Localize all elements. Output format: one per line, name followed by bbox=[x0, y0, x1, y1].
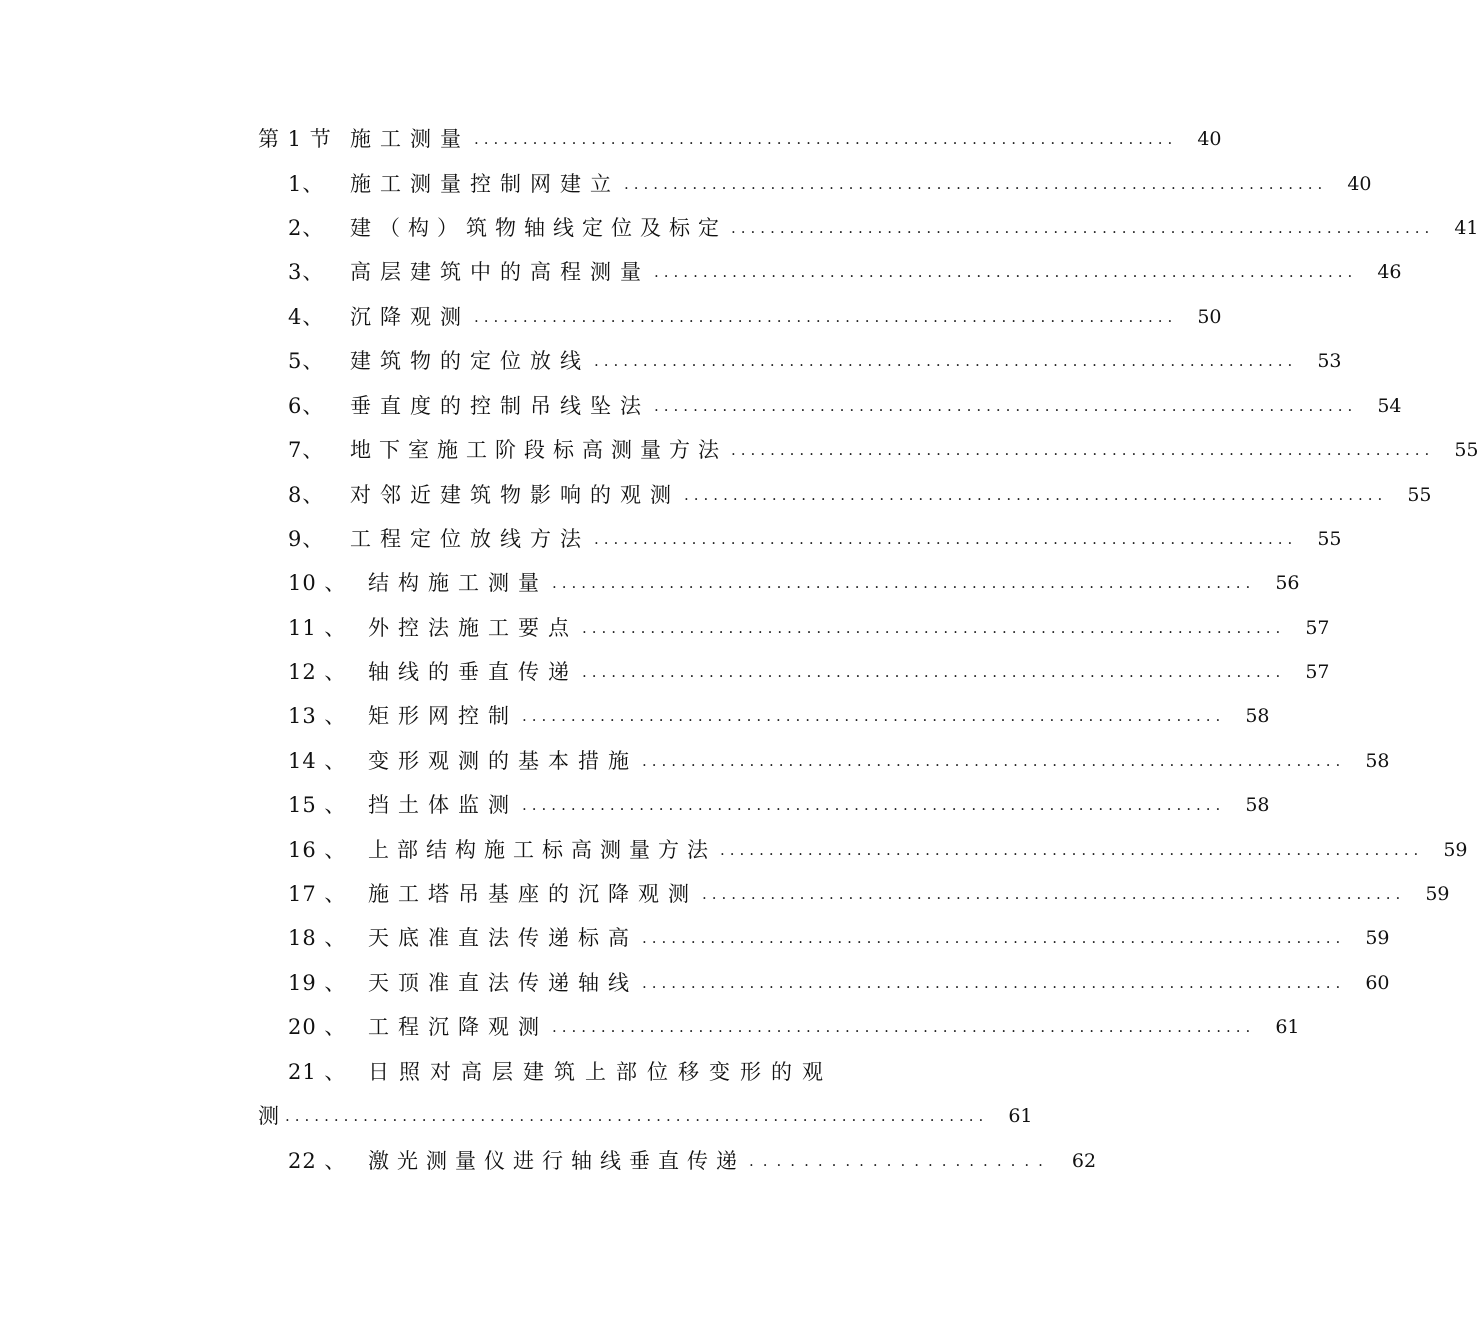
item-number: 7、 bbox=[288, 438, 325, 462]
toc-item-wrapped-second-line[interactable] bbox=[258, 1101, 1033, 1131]
toc-item[interactable] bbox=[258, 257, 1402, 287]
item-title: 施工塔吊基座的沉降观测 bbox=[368, 882, 698, 906]
section-number: 第 1 节 bbox=[258, 127, 332, 151]
section-title: 施工测量 bbox=[350, 127, 470, 151]
leader-dots: ........................................................................ bbox=[474, 130, 1178, 148]
item-page-number: 56 bbox=[1275, 572, 1300, 594]
toc-item[interactable] bbox=[258, 746, 1390, 776]
item-title: 轴线的垂直传递 bbox=[368, 660, 578, 684]
leader-dots: ........................................................................ bbox=[654, 397, 1358, 415]
item-title: 施工测量控制网建立 bbox=[350, 172, 620, 196]
toc-item[interactable] bbox=[258, 835, 1468, 865]
toc-item-wrapped-first-line[interactable] bbox=[258, 1057, 846, 1087]
leader-dots: ........................................................................ bbox=[522, 707, 1226, 725]
toc-item[interactable] bbox=[258, 701, 1270, 731]
leader-dots: ........................................................................ bbox=[582, 663, 1286, 681]
item-page-number: 40 bbox=[1347, 173, 1372, 195]
toc-item[interactable] bbox=[258, 923, 1390, 953]
toc-item[interactable] bbox=[258, 657, 1330, 687]
item-number: 8、 bbox=[288, 483, 325, 507]
item-title-line1: 日照对高层建筑上部位移变形的观 bbox=[368, 1060, 833, 1084]
toc-item[interactable] bbox=[258, 1146, 1097, 1176]
item-title: 垂直度的控制吊线坠法 bbox=[350, 394, 650, 418]
leader-dots: ........................................................................ bbox=[594, 352, 1298, 370]
leader-dots: ........................................................................ bbox=[552, 574, 1256, 592]
leader-dots: ........................................................................ bbox=[642, 929, 1346, 947]
leader-dots: ........................................................................ bbox=[720, 841, 1424, 859]
item-title: 高层建筑中的高程测量 bbox=[350, 260, 650, 284]
leader-dots: ........................................................................ bbox=[642, 974, 1346, 992]
leader-dots: ........................................................................ bbox=[594, 530, 1298, 548]
item-page-number: 58 bbox=[1245, 705, 1270, 727]
item-title-line2: 测 bbox=[258, 1104, 281, 1128]
item-title: 挡土体监测 bbox=[368, 793, 518, 817]
leader-dots: ........................................................................ bbox=[654, 263, 1358, 281]
item-page-number: 50 bbox=[1197, 306, 1222, 328]
leader-dots: ........................................................................ bbox=[552, 1018, 1256, 1036]
item-title: 矩形网控制 bbox=[368, 704, 518, 728]
toc-item[interactable] bbox=[258, 169, 1372, 199]
item-page-number: 59 bbox=[1425, 883, 1450, 905]
item-number: 4、 bbox=[288, 305, 325, 329]
item-number: 2、 bbox=[288, 216, 325, 240]
item-title: 天顶准直法传递轴线 bbox=[368, 971, 638, 995]
item-page-number: 59 bbox=[1365, 927, 1390, 949]
toc-item[interactable] bbox=[258, 435, 1479, 465]
toc-item[interactable] bbox=[258, 568, 1300, 598]
item-number: 13 、 bbox=[288, 704, 347, 728]
toc-item[interactable] bbox=[258, 968, 1390, 998]
item-title: 激光测量仪进行轴线垂直传递 bbox=[368, 1149, 745, 1173]
leader-dots: ........................................................................ bbox=[731, 219, 1435, 237]
item-number: 18 、 bbox=[288, 926, 347, 950]
item-page-number: 57 bbox=[1305, 661, 1330, 683]
toc-item[interactable] bbox=[258, 391, 1402, 421]
item-title: 建筑物的定位放线 bbox=[350, 349, 590, 373]
toc-item[interactable] bbox=[258, 302, 1222, 332]
item-title: 建（构）筑物轴线定位及标定 bbox=[350, 216, 727, 240]
item-title: 地下室施工阶段标高测量方法 bbox=[350, 438, 727, 462]
item-title: 工程沉降观测 bbox=[368, 1015, 548, 1039]
section-page-number: 40 bbox=[1197, 128, 1222, 150]
item-number: 20 、 bbox=[288, 1015, 347, 1039]
item-title: 上部结构施工标高测量方法 bbox=[368, 838, 716, 862]
item-page-number: 58 bbox=[1365, 750, 1390, 772]
item-number: 6、 bbox=[288, 394, 325, 418]
item-title: 外控法施工要点 bbox=[368, 616, 578, 640]
toc-item[interactable] bbox=[258, 480, 1432, 510]
item-number: 15 、 bbox=[288, 793, 347, 817]
item-title: 结构施工测量 bbox=[368, 571, 548, 595]
leader-dots: ........................................................................ bbox=[702, 885, 1406, 903]
item-number: 10 、 bbox=[288, 571, 347, 595]
item-title: 沉降观测 bbox=[350, 305, 470, 329]
toc-section-heading[interactable] bbox=[258, 124, 1222, 154]
leader-dots: ...................... bbox=[749, 1152, 1052, 1170]
item-title: 对邻近建筑物影响的观测 bbox=[350, 483, 680, 507]
leader-dots: ........................................................................ bbox=[474, 308, 1178, 326]
leader-dots: ........................................................................ bbox=[522, 796, 1226, 814]
toc-item[interactable] bbox=[258, 524, 1342, 554]
item-page-number: 61 bbox=[1275, 1016, 1300, 1038]
item-number: 9、 bbox=[288, 527, 325, 551]
item-number: 21 、 bbox=[288, 1060, 347, 1084]
item-number: 3、 bbox=[288, 260, 325, 284]
toc-item[interactable] bbox=[258, 613, 1330, 643]
leader-dots: ........................................................................ bbox=[285, 1107, 989, 1125]
item-page-number: 62 bbox=[1071, 1150, 1097, 1172]
leader-dots: ........................................................................ bbox=[731, 441, 1435, 459]
item-number: 5、 bbox=[288, 349, 325, 373]
item-page-number: 57 bbox=[1305, 617, 1330, 639]
item-page-number: 55 bbox=[1407, 484, 1432, 506]
leader-dots: ........................................................................ bbox=[684, 486, 1388, 504]
item-page-number: 55 bbox=[1454, 439, 1479, 461]
toc-item[interactable] bbox=[258, 879, 1450, 909]
item-page-number: 41 bbox=[1454, 217, 1479, 239]
item-number: 14 、 bbox=[288, 749, 347, 773]
leader-dots: ........................................................................ bbox=[642, 752, 1346, 770]
item-page-number: 55 bbox=[1317, 528, 1342, 550]
item-number: 17 、 bbox=[288, 882, 347, 906]
item-number: 11 、 bbox=[288, 616, 347, 640]
item-page-number: 59 bbox=[1443, 839, 1468, 861]
item-title: 变形观测的基本措施 bbox=[368, 749, 638, 773]
leader-dots: ........................................................................ bbox=[582, 619, 1286, 637]
item-page-number: 58 bbox=[1245, 794, 1270, 816]
item-page-number: 53 bbox=[1317, 350, 1342, 372]
toc-item[interactable] bbox=[258, 790, 1270, 820]
item-page-number: 46 bbox=[1377, 261, 1402, 283]
toc-item[interactable] bbox=[258, 346, 1342, 376]
item-number: 22 、 bbox=[288, 1149, 347, 1173]
toc-item[interactable] bbox=[258, 1012, 1300, 1042]
item-number: 19 、 bbox=[288, 971, 347, 995]
item-title: 工程定位放线方法 bbox=[350, 527, 590, 551]
item-page-number: 54 bbox=[1377, 395, 1402, 417]
toc-item[interactable] bbox=[258, 213, 1479, 243]
item-number: 1、 bbox=[288, 172, 325, 196]
item-number: 16 、 bbox=[288, 838, 347, 862]
leader-dots: ........................................................................ bbox=[624, 175, 1328, 193]
item-page-number: 61 bbox=[1008, 1105, 1033, 1127]
item-page-number: 60 bbox=[1365, 972, 1390, 994]
item-title: 天底准直法传递标高 bbox=[368, 926, 638, 950]
item-number: 12 、 bbox=[288, 660, 347, 684]
